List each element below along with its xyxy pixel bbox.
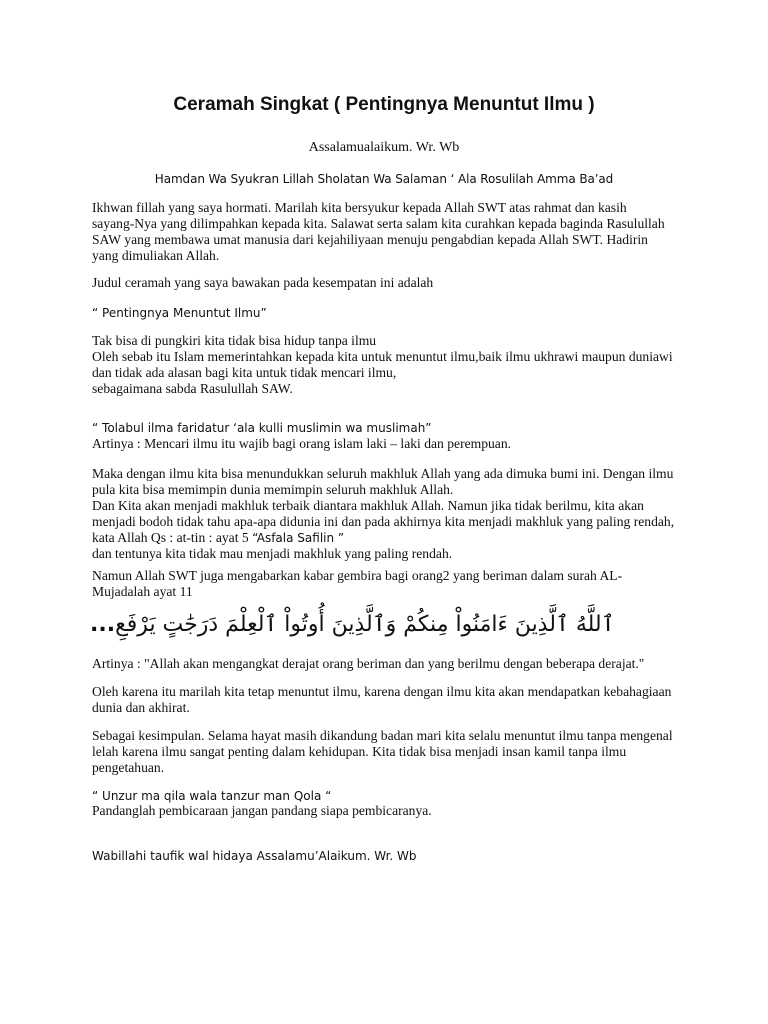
text-line: Oleh karena itu marilah kita tetap menuntut ilmu, karena dengan ilmu kita akan mendapatkan kebahagiaan: [92, 684, 672, 699]
verse-quote: “Asfala Safilin ”: [252, 531, 345, 545]
text-line: pula kita bisa memimpin dunia memimpin seluruh makhluk Allah.: [92, 482, 454, 497]
paragraph-importance: [92, 333, 682, 397]
text-line: dunia dan akhirat.: [92, 700, 190, 715]
text-line: pengetahuan.: [92, 760, 165, 775]
verse-meaning: Artinya : "Allah akan mengangkat derajat orang beriman dan yang berilmu dengan beberapa derajat.": [92, 656, 645, 671]
hadith-meaning: Artinya : Mencari ilmu itu wajib bagi orang islam laki – laki dan perempuan.: [92, 436, 512, 451]
arabic-verse-text: ٱللَّهُ ٱلَّذِينَ ءَامَنُواْ مِنكُمْ وَٱلَّذِينَ أُوتُواْ ٱلْعِلْمَ دَرَجَٰتٍ يَرْفَعِ: [115, 612, 615, 637]
text-line: sebagaimana sabda Rasulullah SAW.: [92, 381, 293, 396]
document-title: Ceramah Singkat ( Pentingnya Menuntut Ilmu ): [173, 94, 595, 115]
text-line: menjadi bodoh tidak tahu apa-apa didunia ini dan pada akhirnya kita menjadi makhluk yang paling rendah,: [92, 514, 675, 529]
ellipsis: ...: [90, 612, 116, 637]
text-line: lelah karena ilmu sangat penting dalam kehidupan. Kita tidak bisa menjadi insan kamil tanpa ilmu: [92, 744, 627, 759]
text-line: Ikhwan fillah yang saya hormati. Marilah kita bersyukur kepada Allah SWT atas rahmat dan kasih: [92, 200, 627, 215]
arabic-verse: [90, 612, 690, 652]
paragraph-good-news: [92, 568, 682, 600]
paragraph-encouragement: [92, 684, 682, 716]
paragraph-benefits: [92, 466, 682, 562]
text-line: Tak bisa di pungkiri kita tidak bisa hidup tanpa ilmu: [92, 333, 377, 348]
paragraph-intro: [92, 200, 682, 264]
text-line: dan tidak ada alasan bagi kita untuk tidak mencari ilmu,: [92, 365, 397, 380]
text-line: [92, 530, 682, 546]
hadith-quote: “ Tolabul ilma faridatur ‘ala kulli muslimin wa muslimah”: [92, 421, 432, 435]
closing-salutation: Wabillahi taufik wal hidaya Assalamu’Alaikum. Wr. Wb: [92, 849, 417, 863]
closing-quote-meaning: Pandanglah pembicaraan jangan pandang siapa pembicaranya.: [92, 803, 432, 818]
text-line: SAW yang membawa umat manusia dari kejahiliyaan menuju pengabdian kepada Allah SWT. Hadirin: [92, 232, 648, 247]
text-line: Namun Allah SWT juga mengabarkan kabar gembira bagi orang2 yang beriman dalam surah AL-: [92, 568, 623, 583]
text-line: Oleh sebab itu Islam memerintahkan kepada kita untuk menuntut ilmu,baik ilmu ukhrawi maupun duniawi: [92, 349, 673, 364]
verse-reference: kata Allah Qs : at-tin : ayat 5: [92, 530, 253, 545]
paragraph-topic-intro: Judul ceramah yang saya bawakan pada kesempatan ini adalah: [92, 275, 434, 290]
text-line: Sebagai kesimpulan. Selama hayat masih dikandung badan mari kita selalu menuntut ilmu tanpa mengenal: [92, 728, 673, 743]
opening-line: Hamdan Wa Syukran Lillah Sholatan Wa Salaman ‘ Ala Rosulilah Amma Ba’ad: [154, 172, 614, 186]
text-line: dan tentunya kita tidak mau menjadi makhluk yang paling rendah.: [92, 546, 453, 561]
paragraph-conclusion: [92, 728, 682, 776]
text-line: yang dimuliakan Allah.: [92, 248, 220, 263]
closing-quote: “ Unzur ma qila wala tanzur man Qola “: [92, 789, 332, 803]
text-line: Dan Kita akan menjadi makhluk terbaik diantara makhluk Allah. Namun jika tidak berilmu, kita akan: [92, 498, 644, 513]
text-line: Mujadalah ayat 11: [92, 584, 193, 599]
text-line: sayang-Nya yang dilimpahkan kepada kita. Salawat serta salam kita curahkan kepada baginda Rasulullah: [92, 216, 665, 231]
topic-quote: “ Pentingnya Menuntut Ilmu”: [92, 306, 267, 320]
greeting: Assalamualaikum. Wr. Wb: [308, 140, 460, 155]
text-line: Maka dengan ilmu kita bisa menundukkan seluruh makhluk Allah yang ada dimuka bumi ini. Dengan ilmu: [92, 466, 674, 481]
